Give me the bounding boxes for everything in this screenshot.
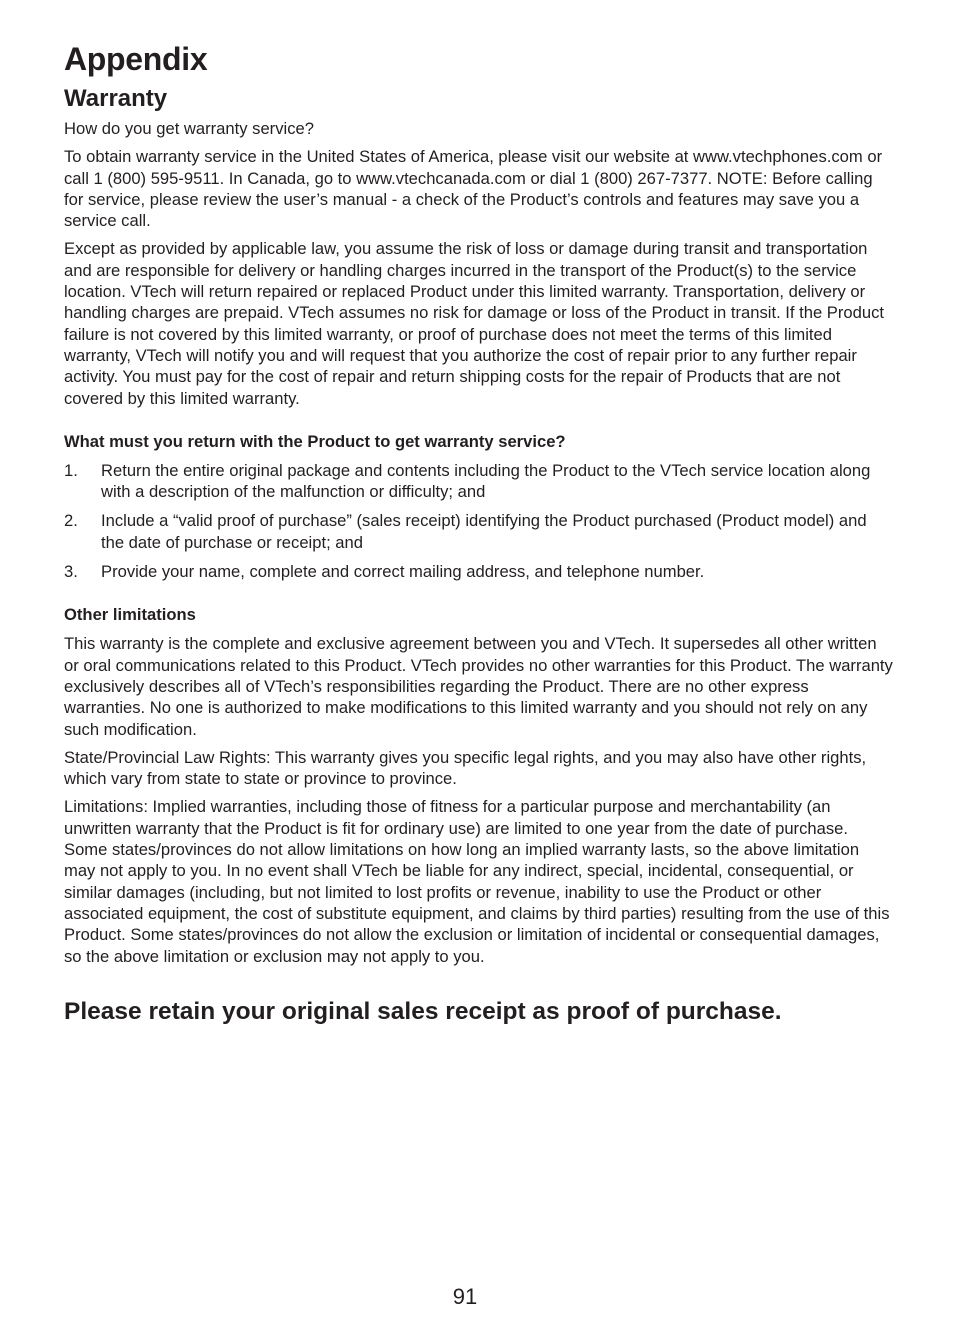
implied-warranties-paragraph: Limitations: Implied warranties, including those of fitness for a particular purpose and merchantability (an unwritten warranty that the Product is fit for ordinary use) are limited to one year from the date of purchase. Some states/provinces do not allow limitations on how long an implied warranty lasts, so the above limitation may not apply to you. In no event shall VTech be liable for any indirect, special, incidental, consequential, or similar damages (including, but not limited to lost profits or revenue, inability to use the Product or other associated equipment, the cost of substitute equipment, and claims by third parties) resulting from the use of this Product. Some states/provinces do not allow the exclusion or limitation of incidental or consequential damages, so the above limitation or exclusion may not apply to you. (64, 797, 890, 966)
list-item (64, 460, 894, 503)
exclusive-agreement-paragraph: This warranty is the complete and exclusive agreement between you and VTech. It supersedes all other written or oral communications related to this Product. VTech provides no other warranties for this Product. The warranty exclusively describes all of VTech’s responsibilities regarding the Product. There are no other express warranties. No one is authorized to make modifications to this limited warranty and you should not rely on any such modification. (64, 634, 893, 739)
list-item-number: 1. (64, 460, 78, 480)
warranty-service-paragraph: To obtain warranty service in the United States of America, please visit our website at www.vtechphones.com or call 1 (800) 595-9511. In Canada, go to www.vtechcanada.com or dial 1 (800) 267-7377. NOTE: Before calling for service, please review the user’s manual - a check of the Product’s controls and features may save you a service call. (64, 147, 883, 231)
list-item-text: Include a “valid proof of purchase” (sales receipt) identifying the Product purchased (Product model) and the date of purchase or receipt; and (101, 511, 867, 552)
page-title: Appendix (64, 41, 208, 77)
list-item-text: Return the entire original package and contents including the Product to the VTech service location along with a description of the malfunction or difficulty; and (101, 460, 871, 502)
return-heading: What must you return with the Product to get warranty service? (64, 431, 566, 451)
return-list (64, 460, 894, 582)
list-item (64, 561, 894, 582)
warranty-question: How do you get warranty service? (64, 119, 314, 138)
law-rights-paragraph: State/Provincial Law Rights: This warranty gives you specific legal rights, and you may also have other rights, which vary from state to state or province to province. (64, 747, 867, 789)
list-item-text: Provide your name, complete and correct mailing address, and telephone number. (101, 562, 705, 582)
section-heading-warranty: Warranty (64, 85, 168, 112)
limitations-heading: Other limitations (64, 605, 196, 625)
warranty-transit-paragraph: Except as provided by applicable law, you assume the risk of loss or damage during transit and transportation and are responsible for delivery or handling charges incurred in the transport of the Product(s) to the service location. VTech will return repaired or replaced Product under this limited warranty. Transportation, delivery or handling charges are prepaid. VTech assumes no risk for damage or loss of the Product in transit. If the Product failure is not covered by this limited warranty, or proof of purchase does not meet the terms of this limited warranty, VTech will notify you and will request that you authorize the cost of repair prior to any further repair activity. You must pay for the cost of repair and return shipping costs for the repair of Products that are not covered by this limited warranty. (64, 239, 884, 408)
list-item-number: 3. (64, 562, 78, 582)
list-item-number: 2. (64, 511, 78, 531)
page-number: 91 (452, 1284, 478, 1309)
retain-receipt-notice: Please retain your original sales receipt as proof of purchase. (64, 997, 782, 1025)
list-item (64, 510, 894, 553)
document-page (64, 40, 894, 1027)
